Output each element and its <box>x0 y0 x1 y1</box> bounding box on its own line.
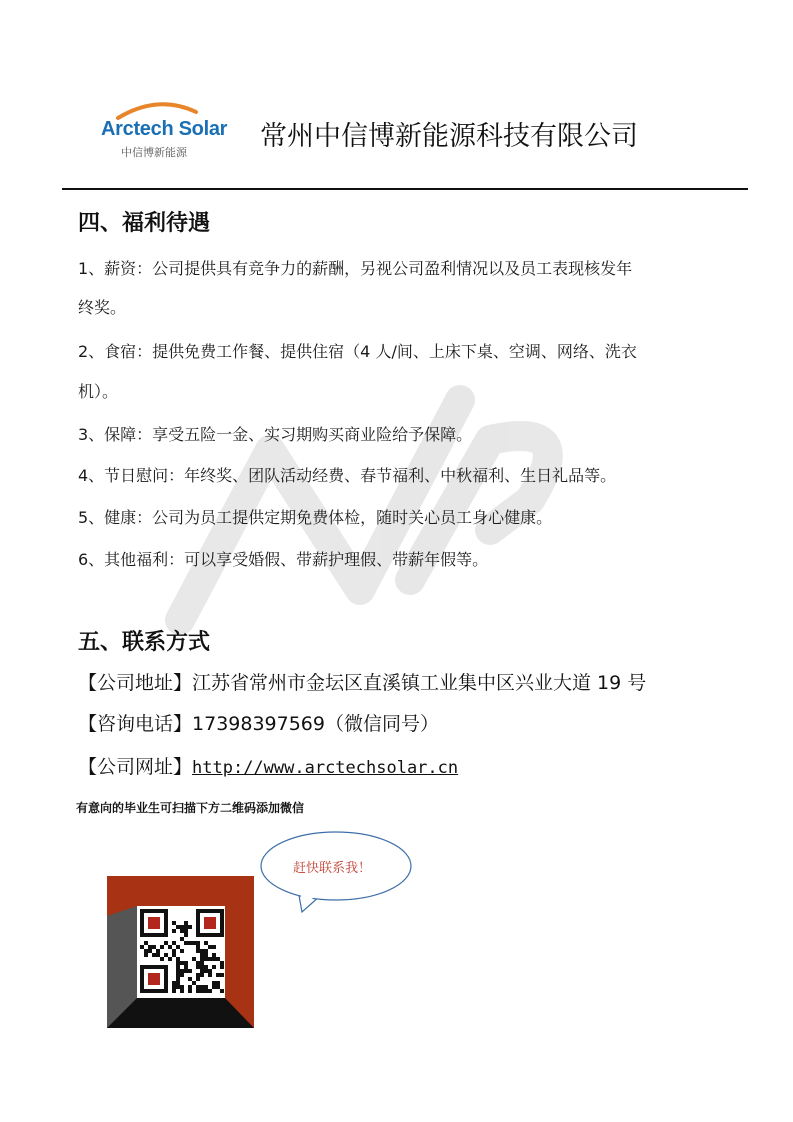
benefit-line: 终奖。 <box>78 298 127 317</box>
benefit-line: 2、食宿：提供免费工作餐、提供住宿（4 人/间、上床下桌、空调、网络、洗衣 <box>78 342 637 361</box>
contact-website <box>78 752 458 779</box>
benefit-line: 3、保障：享受五险一金、实习期购买商业险给予保障。 <box>78 425 473 444</box>
phone-value: 17398397569（微信同号） <box>192 713 439 735</box>
bubble-text: 赶快联系我！ <box>293 861 372 876</box>
company-name: 常州中信博新能源科技有限公司 <box>260 121 638 152</box>
website-link[interactable]: http://www.arctechsolar.cn <box>192 758 459 778</box>
logo-subtitle: 中信博新能源 <box>121 146 187 159</box>
section-heading-contact: 五、联系方式 <box>78 630 211 655</box>
scan-note: 有意向的毕业生可扫描下方二维码添加微信 <box>76 801 305 815</box>
section-heading-benefits: 四、福利待遇 <box>78 211 211 236</box>
benefit-line: 1、薪资：公司提供具有竞争力的薪酬，另视公司盈利情况以及员工表现核发年 <box>78 259 633 278</box>
contact-phone <box>78 709 439 736</box>
logo-text: Arctech Solar <box>101 118 228 140</box>
address-label: 【公司地址】 <box>78 672 193 694</box>
header-divider <box>62 188 748 190</box>
website-label: 【公司网址】 <box>78 756 193 778</box>
company-logo <box>96 96 236 164</box>
benefit-line: 4、节日慰问：年终奖、团队活动经费、春节福利、中秋福利、生日礼品等。 <box>78 466 617 485</box>
contact-address <box>78 668 646 695</box>
benefit-line: 机）。 <box>78 382 119 401</box>
phone-label: 【咨询电话】 <box>78 713 193 735</box>
wechat-qr-code <box>107 876 254 1028</box>
address-value: 江苏省常州市金坛区直溪镇工业集中区兴业大道 19 号 <box>192 672 647 694</box>
benefit-line: 5、健康：公司为员工提供定期免费体检，随时关心员工身心健康。 <box>78 508 553 527</box>
benefit-line: 6、其他福利：可以享受婚假、带薪护理假、带薪年假等。 <box>78 550 489 569</box>
